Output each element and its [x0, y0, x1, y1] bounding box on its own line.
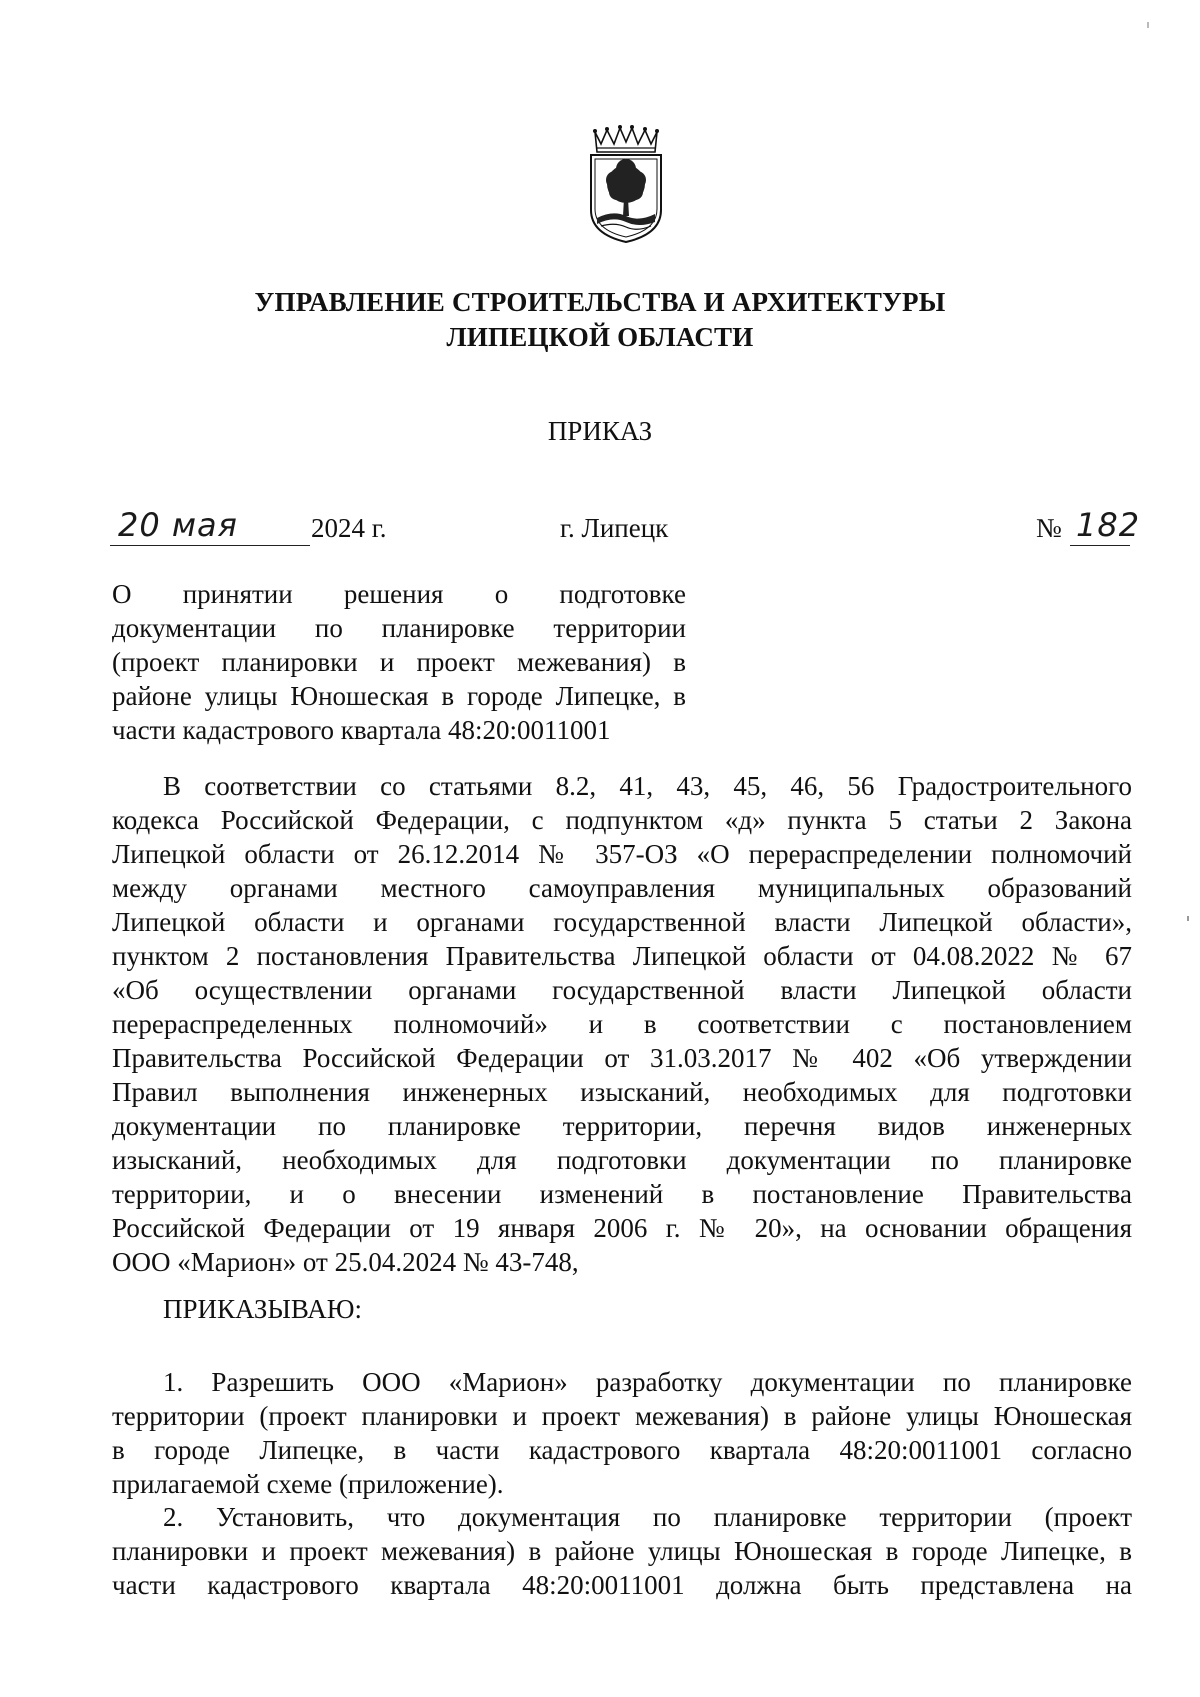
city-name: г. Липецк: [560, 513, 669, 543]
item-line: планировки и проект межевания) в районе улицы Юношеская в городе Липецке, в: [112, 1536, 1132, 1566]
scan-artifact: [1187, 916, 1189, 921]
coat-of-arms-icon: [587, 122, 665, 244]
preamble-line: пунктом 2 постановления Правительства Липецкой области от 04.08.2022 № 67: [112, 941, 1132, 971]
item-line: прилагаемой схеме (приложение).: [112, 1469, 504, 1499]
item-line: территории (проект планировки и проект межевания) в районе улицы Юношеская: [112, 1401, 1132, 1431]
item-line: 1. Разрешить ООО «Марион» разработку документации по планировке: [163, 1367, 1132, 1397]
organization-name-line2: ЛИПЕЦКОЙ ОБЛАСТИ: [446, 322, 754, 352]
subject-line: О принятии решения о подготовке: [112, 579, 686, 609]
handwritten-number: 182: [1076, 506, 1141, 544]
item-line: в городе Липецке, в части кадастрового квартала 48:20:0011001 согласно: [112, 1435, 1132, 1465]
preamble-line: «Об осуществлении органами государственной власти Липецкой области: [112, 975, 1132, 1005]
preamble-line: перераспределенных полномочий» и в соответствии с постановлением: [112, 1009, 1132, 1039]
subject-line: документации по планировке территории: [112, 613, 686, 643]
subject-line: районе улицы Юношеская в городе Липецке, в: [112, 681, 686, 711]
preamble-line: Правил выполнения инженерных изысканий, необходимых для подготовки: [112, 1077, 1132, 1107]
order-directive: ПРИКАЗЫВАЮ:: [163, 1294, 362, 1324]
preamble-line: Липецкой области и органами государственной власти Липецкой области»,: [112, 907, 1132, 937]
organization-name-line1: УПРАВЛЕНИЕ СТРОИТЕЛЬСТВА И АРХИТЕКТУРЫ: [254, 287, 946, 317]
order-item-1: [112, 1365, 1132, 1501]
preamble-line: Липецкой области от 26.12.2014 № 357-ОЗ «О перераспределении полномочий: [112, 839, 1132, 869]
preamble-line: между органами местного самоуправления муниципальных образований: [112, 873, 1132, 903]
preamble-line: Российской Федерации от 19 января 2006 г. № 20», на основании обращения: [112, 1213, 1132, 1243]
preamble-line: ООО «Марион» от 25.04.2024 № 43-748,: [112, 1247, 579, 1277]
order-subject: [112, 577, 686, 747]
preamble-line: Правительства Российской Федерации от 31.03.2017 № 402 «Об утверждении: [112, 1043, 1132, 1073]
preamble-line: кодекса Российской Федерации, с подпунктом «д» пункта 5 статьи 2 Закона: [112, 805, 1132, 835]
preamble-line: изысканий, необходимых для подготовки документации по планировке: [112, 1145, 1132, 1175]
number-label: №: [1036, 513, 1062, 543]
subject-line: (проект планировки и проект межевания) в: [112, 647, 686, 677]
item-line: части кадастрового квартала 48:20:0011001 должна быть представлена на: [112, 1570, 1132, 1600]
preamble-paragraph: [112, 769, 1132, 1279]
preamble-line: В соответствии со статьями 8.2, 41, 43, 45, 46, 56 Градостроительного: [163, 771, 1132, 801]
document-type-title: ПРИКАЗ: [547, 416, 653, 446]
scan-artifact: [1147, 22, 1149, 28]
order-item-2: [112, 1500, 1132, 1602]
date-year: 2024 г.: [311, 513, 387, 543]
item-line: 2. Установить, что документация по планировке территории (проект: [163, 1502, 1132, 1532]
preamble-line: документации по планировке территории, перечня видов инженерных: [112, 1111, 1132, 1141]
subject-line: части кадастрового квартала 48:20:0011001: [112, 715, 611, 745]
handwritten-date: 20 мая: [118, 506, 238, 544]
preamble-line: территории, и о внесении изменений в постановление Правительства: [112, 1179, 1132, 1209]
